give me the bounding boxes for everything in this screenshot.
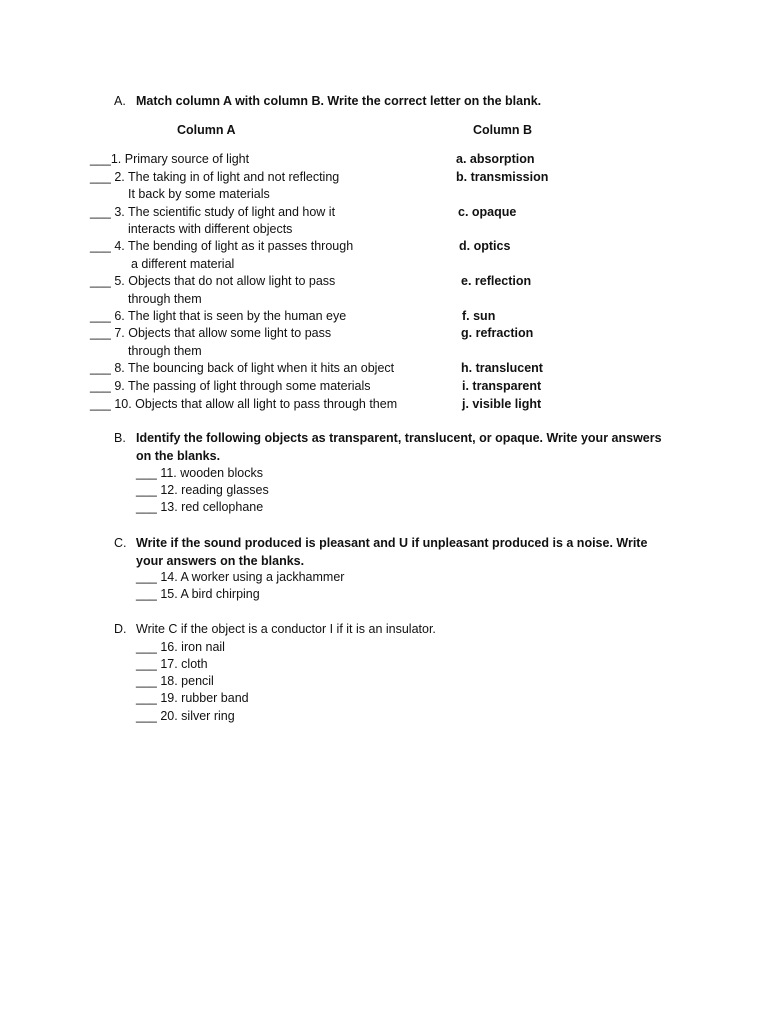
section-d-item-18: ___ 18. pencil [136, 674, 214, 688]
column-a-item-2: ___ 2. The taking in of light and not reflecting [90, 170, 340, 184]
column-a-item-9: ___ 9. The passing of light through some materials [90, 379, 371, 393]
column-b-item-g: g. refraction [461, 326, 534, 340]
section-d-letter: D. [114, 622, 127, 636]
section-c-instruction: Write if the sound produced is pleasant and U if unpleasant produced is a noise. Write your answers on the blanks. [136, 536, 648, 568]
section-b-item-12: ___ 12. reading glasses [136, 483, 269, 497]
column-a-item-10: ___ 10. Objects that allow all light to pass through them [90, 397, 398, 411]
column-b-item-e: e. reflection [461, 274, 532, 288]
column-a-item-6: ___ 6. The light that is seen by the human eye [90, 309, 347, 323]
section-c-item-15: ___ 15. A bird chirping [136, 587, 260, 601]
column-a-item-5-cont: through them [128, 292, 202, 306]
section-b-letter: B. [114, 431, 126, 445]
column-a-header: Column A [177, 123, 236, 137]
column-a-item-4-cont: a different material [131, 257, 235, 271]
column-b-item-a: a. absorption [456, 152, 535, 166]
section-a-letter: A. [114, 94, 126, 108]
section-d-item-20: ___ 20. silver ring [136, 709, 235, 723]
column-b-item-b: b. transmission [456, 170, 549, 184]
section-d-instruction: Write C if the object is a conductor I if it is an insulator. [136, 622, 436, 636]
column-a-item-2-cont: It back by some materials [128, 187, 270, 201]
column-b-item-h: h. translucent [461, 361, 543, 375]
section-b-item-11: ___ 11. wooden blocks [136, 466, 263, 480]
section-a-instruction: Match column A with column B. Write the correct letter on the blank. [136, 94, 542, 108]
column-a-item-7: ___ 7. Objects that allow some light to pass [90, 326, 332, 340]
section-b-item-13: ___ 13. red cellophane [136, 500, 264, 514]
column-b-item-i: i. transparent [462, 379, 542, 393]
column-b-item-c: c. opaque [458, 205, 517, 219]
column-a-item-3-cont: interacts with different objects [128, 222, 293, 236]
column-a-item-5: ___ 5. Objects that do not allow light to pass [90, 274, 336, 288]
column-a-item-1: ___1. Primary source of light [90, 152, 250, 166]
column-b-item-d: d. optics [459, 239, 511, 253]
section-c-item-14: ___ 14. A worker using a jackhammer [136, 570, 345, 584]
section-d-item-16: ___ 16. iron nail [136, 640, 225, 654]
section-d-item-17: ___ 17. cloth [136, 657, 208, 671]
column-a-item-3: ___ 3. The scientific study of light and how it [90, 205, 336, 219]
section-c-letter: C. [114, 536, 127, 550]
column-a-item-8: ___ 8. The bouncing back of light when it hits an object [90, 361, 395, 375]
column-b-item-f: f. sun [462, 309, 496, 323]
section-b-instruction: Identify the following objects as transparent, translucent, or opaque. Write your answers on the blanks. [136, 431, 662, 463]
column-a-item-7-cont: through them [128, 344, 202, 358]
section-d-item-19: ___ 19. rubber band [136, 691, 249, 705]
column-b-item-j: j. visible light [462, 397, 542, 411]
column-a-item-4: ___ 4. The bending of light as it passes through [90, 239, 354, 253]
column-b-header: Column B [473, 123, 533, 137]
